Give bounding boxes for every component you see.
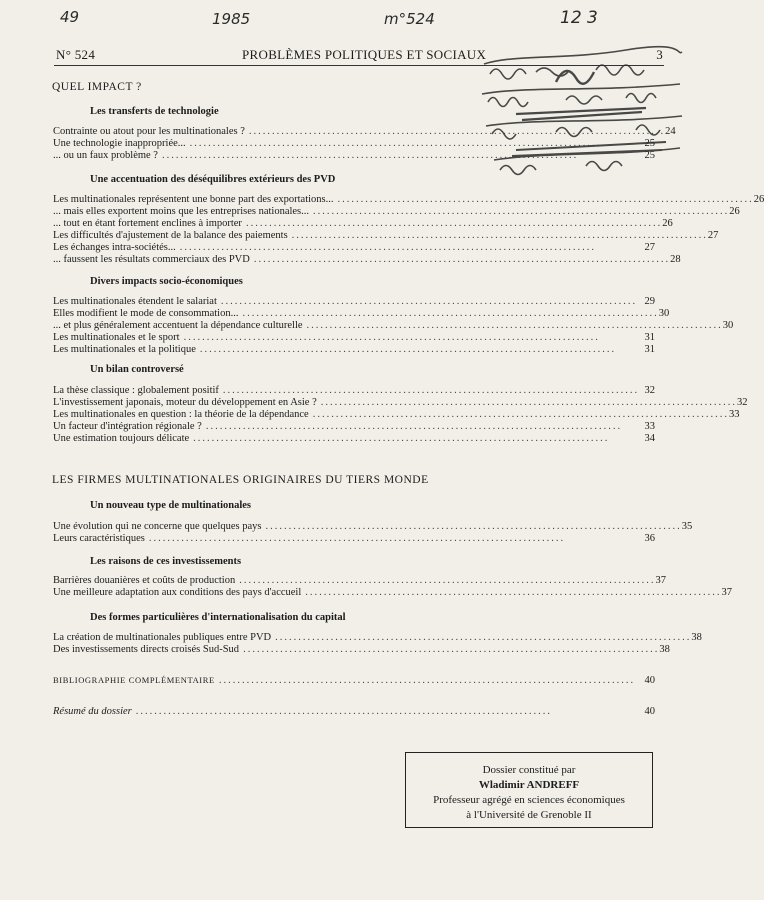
toc-entry[interactable]: Les échanges intra-sociétés... .......................................................................................... 27 xyxy=(53,242,655,253)
group-title-desequilibres: Une accentuation des déséquilibres extérieurs des PVD xyxy=(90,174,336,185)
toc-entry-bibliography[interactable]: BIBLIOGRAPHIE COMPLÉMENTAIRE .......................................................................................... 40 xyxy=(53,675,655,686)
group-title-raisons: Les raisons de ces investissements xyxy=(90,556,242,567)
toc-entry[interactable]: Contrainte ou atout pour les multinationales ? .......................................................................................... 24 xyxy=(53,126,676,137)
group-title-nouveau-type: Un nouveau type de multinationales xyxy=(90,500,252,511)
library-stamp-image xyxy=(476,42,688,194)
toc-entry[interactable]: Une évolution qui ne concerne que quelques pays .......................................................................................... 35 xyxy=(53,521,693,532)
handwritten-note-1: 49 xyxy=(60,8,80,26)
toc-entry[interactable]: Une technologie inappropriée... .......................................................................................... 25 xyxy=(53,138,655,149)
toc-entry[interactable]: Les multinationales en question : la théorie de la dépendance .......................................................................................... 33 xyxy=(53,409,740,420)
section-title-impact: QUEL IMPACT ? xyxy=(52,81,142,93)
handwritten-note-3: m°524 xyxy=(384,10,435,28)
toc-entry[interactable]: Les multinationales et le sport .......................................................................................... 31 xyxy=(53,332,655,343)
toc-entry[interactable]: Une estimation toujours délicate .......................................................................................... 34 xyxy=(53,433,655,444)
toc-entry[interactable]: L'investissement japonais, moteur du développement en Asie ? .......................................................................................... 32 xyxy=(53,397,748,408)
handwritten-note-2: 1985 xyxy=(212,10,251,28)
group-title-socio: Divers impacts socio-économiques xyxy=(90,276,243,287)
toc-entry[interactable]: Les multinationales étendent le salariat .......................................................................................... 29 xyxy=(53,296,655,307)
toc-entry[interactable]: ... mais elles exportent moins que les entreprises nationales... .......................................................................................... 26 xyxy=(53,206,740,217)
toc-entry[interactable]: Elles modifient le mode de consommation... .......................................................................................... 30 xyxy=(53,308,670,319)
publication-title: PROBLÈMES POLITIQUES ET SOCIAUX xyxy=(242,47,487,62)
toc-entry[interactable]: La thèse classique : globalement positif .......................................................................................... 32 xyxy=(53,385,655,396)
issue-number: N° 524 xyxy=(56,47,96,62)
toc-entry[interactable]: Les difficultés d'ajustement de la balance des paiements .......................................................................................... 27 xyxy=(53,230,719,241)
credits-line: Dossier constitué par xyxy=(482,764,576,776)
group-title-formes: Des formes particulières d'internationalisation du capital xyxy=(90,612,346,623)
toc-entry[interactable]: ... ou un faux problème ? .......................................................................................... 25 xyxy=(53,150,655,161)
author-name: Wladimir ANDREFF xyxy=(478,779,580,791)
toc-entry-summary[interactable]: Résumé du dossier .......................................................................................... 40 xyxy=(53,706,655,717)
toc-entry[interactable]: Leurs caractéristiques .......................................................................................... 36 xyxy=(53,533,655,544)
toc-entry[interactable]: ... tout en étant fortement enclines à importer .......................................................................................... 26 xyxy=(53,218,673,229)
toc-entry[interactable]: Barrières douanières et coûts de production .......................................................................................... 37 xyxy=(53,575,666,586)
section-title-firmes: LES FIRMES MULTINATIONALES ORIGINAIRES DU TIERS MONDE xyxy=(52,474,429,486)
toc-entry[interactable]: ... et plus généralement accentuent la dépendance culturelle .......................................................................................... 30 xyxy=(53,320,734,331)
toc-entry[interactable]: Des investissements directs croisés Sud-Sud .......................................................................................... 38 xyxy=(53,644,670,655)
toc-entry[interactable]: Les multinationales et la politique .......................................................................................... 31 xyxy=(53,344,655,355)
toc-entry[interactable]: Les multinationales représentent une bonne part des exportations... .......................................................................................... 26 xyxy=(53,194,764,205)
handwritten-note-4: 12 3 xyxy=(560,8,598,28)
toc-entry[interactable]: Une meilleure adaptation aux conditions des pays d'accueil .......................................................................................... 37 xyxy=(53,587,733,598)
page-number: 3 xyxy=(656,47,663,62)
credits-box xyxy=(405,752,653,828)
author-role: Professeur agrégé en sciences économiques xyxy=(433,794,625,806)
group-title-bilan: Un bilan controversé xyxy=(90,364,184,375)
toc-entry[interactable]: La création de multinationales publiques entre PVD .......................................................................................... 38 xyxy=(53,632,702,643)
toc-entry[interactable]: ... faussent les résultats commerciaux des PVD .......................................................................................... 28 xyxy=(53,254,681,265)
author-affiliation: à l'Université de Grenoble II xyxy=(466,809,592,821)
toc-entry[interactable]: Un facteur d'intégration régionale ? .......................................................................................... 33 xyxy=(53,421,655,432)
group-title-transferts: Les transferts de technologie xyxy=(90,106,219,117)
